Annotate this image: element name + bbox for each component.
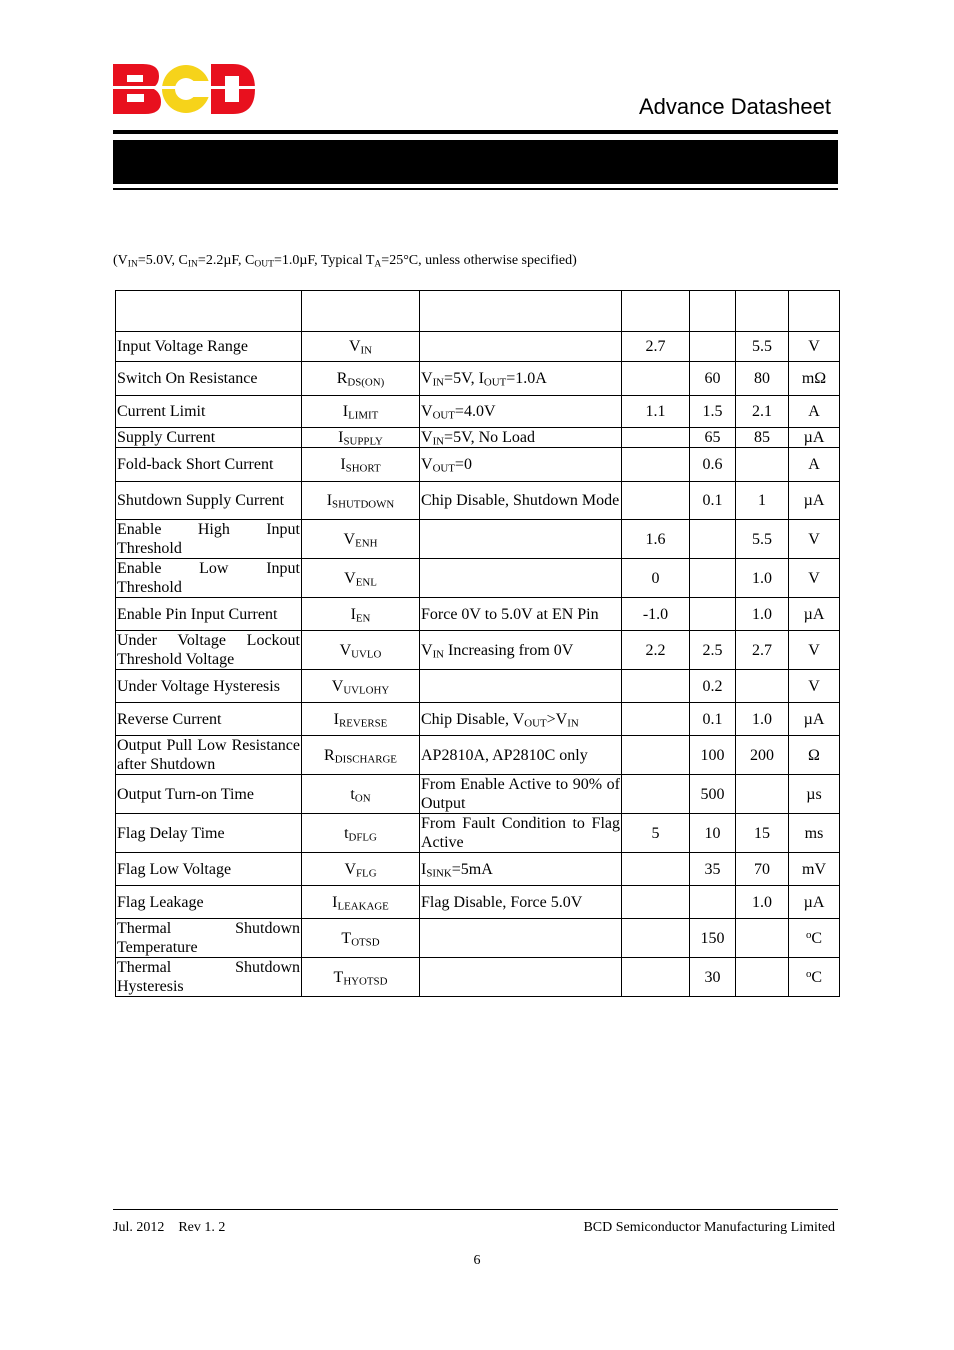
typ-cell: 10: [690, 814, 736, 853]
symbol-cell: $I_{SHUTDOWN}$: [302, 482, 420, 520]
table-row: [116, 670, 840, 703]
unit-cell: µA: [789, 598, 840, 631]
min-cell: [622, 886, 690, 919]
unit-cell: V: [789, 670, 840, 703]
table-row: [116, 332, 840, 362]
unit-cell: $^o$C: [789, 919, 840, 958]
symbol-cell: $I_{SHORT}$: [302, 448, 420, 482]
condition-cell: [420, 919, 622, 958]
table-body: [116, 332, 840, 997]
header-cell: [622, 291, 690, 332]
table-row: [116, 559, 840, 598]
section-title-bar: [113, 140, 838, 184]
header-cell: [736, 291, 789, 332]
symbol-cell: $V_{IN}$: [302, 332, 420, 362]
document-type-label: Advance Datasheet: [638, 94, 831, 119]
table-row: [116, 482, 840, 520]
parameter-cell: Flag Low Voltage: [116, 853, 302, 886]
min-cell: [622, 428, 690, 448]
max-cell: 1.0: [736, 703, 789, 736]
max-cell: 1.0: [736, 598, 789, 631]
unit-cell: µA: [789, 886, 840, 919]
symbol-cell: $V_{UVLO}$: [302, 631, 420, 670]
parameter-cell: Fold-back Short Current: [116, 448, 302, 482]
condition-cell: [420, 559, 622, 598]
typ-cell: 500: [690, 775, 736, 814]
condition-cell: [420, 958, 622, 997]
unit-cell: µA: [789, 703, 840, 736]
symbol-cell: $I_{SUPPLY}$: [302, 428, 420, 448]
typ-cell: 0.2: [690, 670, 736, 703]
symbol-cell: $V_{UVLOHY}$: [302, 670, 420, 703]
unit-cell: A: [789, 448, 840, 482]
header-cell: [690, 291, 736, 332]
parameter-cell: Current Limit: [116, 396, 302, 428]
unit-cell: µs: [789, 775, 840, 814]
min-cell: 5: [622, 814, 690, 853]
min-cell: 0: [622, 559, 690, 598]
table-row: [116, 736, 840, 775]
max-cell: [736, 958, 789, 997]
condition-cell: $I_{SINK}=5mA$: [420, 853, 622, 886]
unit-cell: A: [789, 396, 840, 428]
parameter-cell: Output Turn-on Time: [116, 775, 302, 814]
table-row: [116, 428, 840, 448]
typ-cell: 2.5: [690, 631, 736, 670]
condition-cell: [420, 332, 622, 362]
min-cell: -1.0: [622, 598, 690, 631]
symbol-cell: $I_{EN}$: [302, 598, 420, 631]
max-cell: 5.5: [736, 332, 789, 362]
condition-cell: Force 0V to 5.0V at EN Pin: [420, 598, 622, 631]
table-row: [116, 853, 840, 886]
max-cell: 2.1: [736, 396, 789, 428]
unit-cell: V: [789, 559, 840, 598]
min-cell: [622, 448, 690, 482]
unit-cell: Ω: [789, 736, 840, 775]
max-cell: 80: [736, 362, 789, 396]
table-row: [116, 919, 840, 958]
header-rule-bottom: [113, 188, 838, 190]
header-cell: [420, 291, 622, 332]
table-row: [116, 814, 840, 853]
table-row: [116, 631, 840, 670]
test-conditions: ($V_{IN}=5.0V$, $C_{IN}=2.2\mu F$, $C_{OUT}=1.0\mu F$, Typical $T_A=25^\circ C$, unless otherwise specified): [113, 253, 577, 270]
footer-date-rev: Jul. 2012 Rev 1. 2: [113, 1220, 226, 1235]
symbol-cell: $t_{ON}$: [302, 775, 420, 814]
max-cell: [736, 670, 789, 703]
page-number: 6: [473, 1253, 481, 1268]
parameter-cell: Under Voltage Lockout Threshold Voltage: [117, 632, 300, 668]
header-cell: [116, 291, 302, 332]
max-cell: 85: [736, 428, 789, 448]
parameter-cell: Shutdown Supply Current: [116, 482, 302, 520]
min-cell: [622, 775, 690, 814]
symbol-cell: $R_{DS(ON)}$: [302, 362, 420, 396]
parameter-cell: Thermal Shutdown Hysteresis: [117, 959, 300, 995]
typ-cell: 60: [690, 362, 736, 396]
condition-cell: $V_{OUT}=4.0V$: [420, 396, 622, 428]
max-cell: 1.0: [736, 559, 789, 598]
symbol-cell: $T_{HYOTSD}$: [302, 958, 420, 997]
typ-cell: 65: [690, 428, 736, 448]
symbol-cell: $T_{OTSD}$: [302, 919, 420, 958]
typ-cell: 0.1: [690, 703, 736, 736]
parameter-cell: Supply Current: [116, 428, 302, 448]
condition-cell: $V_{IN}$ Increasing from 0V: [420, 631, 622, 670]
header-cell: [302, 291, 420, 332]
parameter-cell: Output Pull Low Resistance after Shutdown: [117, 737, 300, 773]
condition-cell: [420, 520, 622, 559]
max-cell: 1.0: [736, 886, 789, 919]
typ-cell: 0.1: [690, 482, 736, 520]
table-row: [116, 520, 840, 559]
condition-cell: $V_{IN}=5V$, $I_{OUT}=1.0A$: [420, 362, 622, 396]
symbol-cell: $I_{LIMIT}$: [302, 396, 420, 428]
unit-cell: V: [789, 332, 840, 362]
min-cell: 1.1: [622, 396, 690, 428]
parameter-cell: Thermal Shutdown Temperature: [117, 920, 300, 956]
table-row: [116, 703, 840, 736]
min-cell: [622, 362, 690, 396]
unit-cell: V: [789, 631, 840, 670]
symbol-cell: $R_{DISCHARGE}$: [302, 736, 420, 775]
min-cell: [622, 703, 690, 736]
condition-cell: From Fault Condition to Flag Active: [421, 815, 620, 851]
parameter-cell: Flag Leakage: [116, 886, 302, 919]
table-row: [116, 886, 840, 919]
min-cell: [622, 670, 690, 703]
unit-cell: $^o$C: [789, 958, 840, 997]
table-row: [116, 448, 840, 482]
typ-cell: 1.5: [690, 396, 736, 428]
max-cell: [736, 775, 789, 814]
table-row: [116, 396, 840, 428]
max-cell: 5.5: [736, 520, 789, 559]
condition-cell: $V_{IN}=5V$, No Load: [420, 428, 622, 448]
condition-cell: $V_{OUT}=0$: [420, 448, 622, 482]
table-row: [116, 362, 840, 396]
parameter-cell: Enable Low Input Threshold: [117, 560, 300, 596]
min-cell: 1.6: [622, 520, 690, 559]
condition-cell: From Enable Active to 90% of Output: [421, 776, 620, 812]
header-cell: [789, 291, 840, 332]
typ-cell: [690, 332, 736, 362]
max-cell: [736, 919, 789, 958]
min-cell: [622, 853, 690, 886]
condition-cell: Chip Disable, $V_{OUT}>V_{IN}$: [420, 703, 622, 736]
max-cell: 1: [736, 482, 789, 520]
parameter-cell: Reverse Current: [116, 703, 302, 736]
bcd-logo: [113, 64, 255, 114]
unit-cell: ms: [789, 814, 840, 853]
min-cell: [622, 482, 690, 520]
table-row: [116, 598, 840, 631]
condition-cell: AP2810A, AP2810C only: [420, 736, 622, 775]
max-cell: 15: [736, 814, 789, 853]
max-cell: 70: [736, 853, 789, 886]
symbol-cell: $I_{REVERSE}$: [302, 703, 420, 736]
symbol-cell: $t_{DFLG}$: [302, 814, 420, 853]
parameter-cell: Flag Delay Time: [116, 814, 302, 853]
condition-cell: Flag Disable, Force 5.0V: [420, 886, 622, 919]
typ-cell: 30: [690, 958, 736, 997]
symbol-cell: $V_{FLG}$: [302, 853, 420, 886]
parameter-cell: Under Voltage Hysteresis: [116, 670, 302, 703]
min-cell: [622, 958, 690, 997]
min-cell: [622, 919, 690, 958]
parameter-cell: Switch On Resistance: [116, 362, 302, 396]
min-cell: 2.2: [622, 631, 690, 670]
footer-rule: [113, 1209, 838, 1210]
unit-cell: V: [789, 520, 840, 559]
typ-cell: 0.6: [690, 448, 736, 482]
electrical-characteristics-table: [115, 290, 840, 997]
typ-cell: [690, 886, 736, 919]
min-cell: [622, 736, 690, 775]
header-rule: [113, 130, 838, 134]
typ-cell: 35: [690, 853, 736, 886]
condition-cell: Chip Disable, Shutdown Mode: [420, 482, 622, 520]
min-cell: 2.7: [622, 332, 690, 362]
condition-cell: [420, 670, 622, 703]
max-cell: 2.7: [736, 631, 789, 670]
unit-cell: µA: [789, 482, 840, 520]
typ-cell: [690, 559, 736, 598]
table-header-row: [116, 291, 840, 332]
unit-cell: µA: [789, 428, 840, 448]
symbol-cell: $V_{ENH}$: [302, 520, 420, 559]
footer-company: BCD Semiconductor Manufacturing Limited: [583, 1220, 835, 1235]
typ-cell: [690, 520, 736, 559]
typ-cell: 100: [690, 736, 736, 775]
typ-cell: 150: [690, 919, 736, 958]
typ-cell: [690, 598, 736, 631]
max-cell: 200: [736, 736, 789, 775]
parameter-cell: Enable High Input Threshold: [117, 521, 300, 557]
unit-cell: mV: [789, 853, 840, 886]
table-row: [116, 958, 840, 997]
parameter-cell: Enable Pin Input Current: [116, 598, 302, 631]
parameter-cell: Input Voltage Range: [116, 332, 302, 362]
unit-cell: mΩ: [789, 362, 840, 396]
max-cell: [736, 448, 789, 482]
symbol-cell: $I_{LEAKAGE}$: [302, 886, 420, 919]
table-row: [116, 775, 840, 814]
symbol-cell: $V_{ENL}$: [302, 559, 420, 598]
